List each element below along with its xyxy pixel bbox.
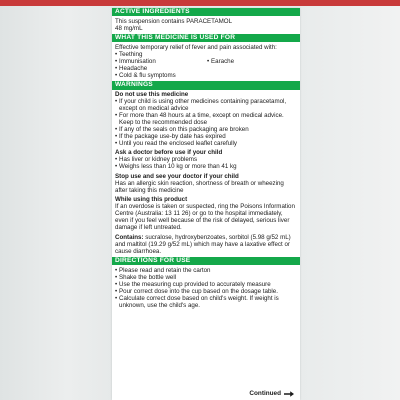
list-item: • Shake the bottle well	[115, 274, 297, 281]
carton-top-band	[0, 0, 400, 6]
while-using-title: While using this product	[115, 195, 188, 203]
list-item: • If any of the seals on this packaging are broken	[115, 126, 297, 133]
do-not-use-title: Do not use this medicine	[115, 91, 189, 98]
active-ingredients-heading: ACTIVE INGREDIENTS	[112, 8, 300, 16]
directions-list	[115, 267, 297, 309]
list-item: • If your child is using other medicines containing paracetamol, except on medical advice	[115, 98, 297, 112]
active-line: This suspension contains PARACETAMOL	[115, 17, 233, 25]
label-panel	[112, 8, 300, 400]
continued-label: Continued	[249, 390, 281, 397]
uses-item: • Earache	[207, 58, 297, 65]
contains-label: Contains:	[115, 233, 144, 241]
carton-side-right	[300, 0, 400, 400]
while-using-text: If an overdose is taken or suspected, ring the Poisons Information Centre (Australia: 13 11 26) or go to the hospital immediately, even if you feel well because of the risk of delayed, serious liver damage if left untreated.	[115, 202, 295, 231]
uses-item: • Headache	[115, 65, 205, 72]
uses-intro: Effective temporary relief of fever and pain associated with:	[115, 43, 277, 51]
carton-side-left	[0, 0, 112, 400]
list-item: • Until you read the enclosed leaflet carefully	[115, 140, 297, 147]
contains-value: sucralose, hydroxybenzoates, sorbitol (5.98 g/52 mL) and maltitol (19.29 g/52 mL) which may have a laxative effect or cause diarrhoea.	[115, 233, 291, 255]
uses-item: • Teething	[115, 51, 205, 58]
uses-item: • Immunisation	[115, 58, 205, 65]
list-item: • Has liver or kidney problems	[115, 156, 297, 163]
stop-use-title: Stop use and see your doctor if your child	[115, 172, 239, 180]
ask-doctor-title: Ask a doctor before use if your child	[115, 149, 223, 157]
uses-item: • Cold & flu symptoms	[115, 72, 297, 79]
stop-use-text: Has an allergic skin reaction, shortness of breath or wheezing after taking this medicine	[115, 179, 284, 194]
warnings-heading: WARNINGS	[112, 81, 300, 89]
active-ingredients-section	[112, 16, 300, 34]
directions-heading: DIRECTIONS FOR USE	[112, 257, 300, 265]
directions-section	[112, 265, 300, 311]
ask-doctor-list	[115, 156, 297, 170]
list-item: • Use the measuring cup provided to accurately measure	[115, 281, 297, 288]
list-item: • Please read and retain the carton	[115, 267, 297, 274]
contains-text	[115, 234, 297, 255]
list-item: • Weighs less than 10 kg or more than 41 kg	[115, 163, 297, 170]
list-item: • Pour correct dose into the cup based on the dosage table.	[115, 288, 297, 295]
list-item: • Calculate correct dose based on child's weight. If weight is unknown, use the child's age.	[115, 295, 297, 309]
do-not-use-list	[115, 98, 297, 147]
active-line: 48 mg/mL	[115, 24, 143, 32]
uses-heading: WHAT THIS MEDICINE IS USED FOR	[112, 34, 300, 42]
list-item: • For more than 48 hours at a time, except on medical advice. Keep to the recommended dose	[115, 112, 297, 126]
continued-indicator	[249, 390, 294, 397]
uses-list	[115, 51, 297, 72]
uses-section	[112, 42, 300, 81]
list-item: • If the package use-by date has expired	[115, 133, 297, 140]
arrow-right-icon	[284, 391, 294, 397]
warnings-section	[112, 90, 300, 258]
